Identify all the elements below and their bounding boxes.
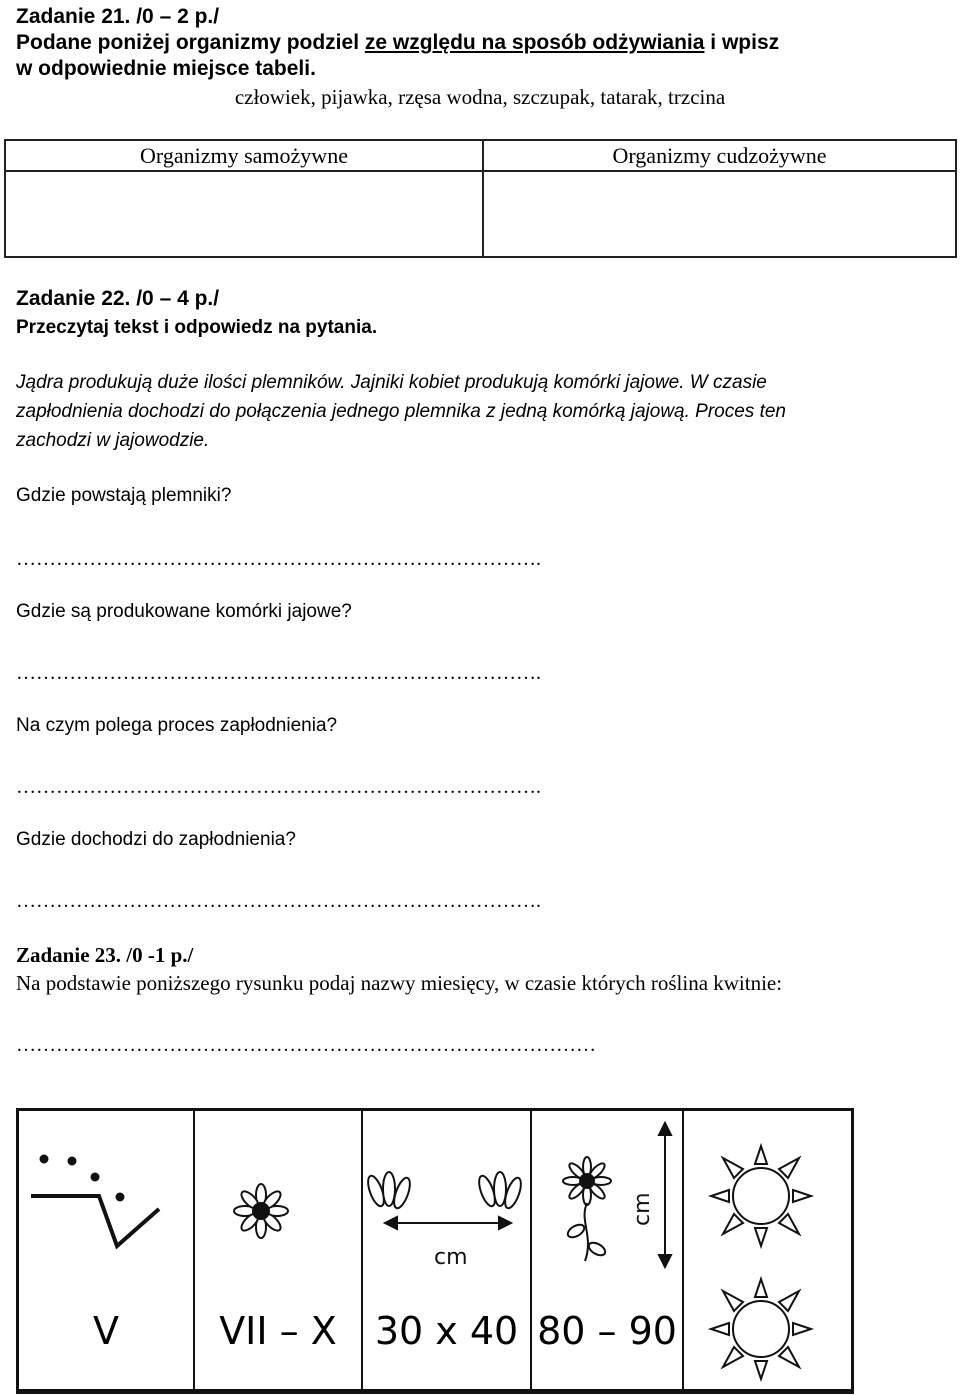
answer-line-2[interactable]: ……………………………………………………………………. — [16, 662, 541, 684]
task21-title: Zadanie 21. /0 – 2 p./ — [16, 5, 220, 28]
question-1: Gdzie powstają plemniki? — [16, 485, 232, 506]
label-flowering-months: VII – X — [219, 1309, 337, 1353]
task21-instruction — [16, 30, 779, 56]
passage-line-1: Jądra produkują duże ilości plemników. Jajniki kobiet produkują komórki jajowe. W czasie — [16, 372, 767, 393]
seeds-sowing-icon — [31, 1155, 159, 1246]
task21-instruction-underlined: ze względu na sposób odżywiania — [364, 31, 705, 54]
flower-height-icon — [563, 1123, 671, 1267]
task21-organism-list: człowiek, pijawka, rzęsa wodna, szczupak, tatarak, trzcina — [234, 85, 726, 109]
answer-line-1[interactable]: ……………………………………………………………………. — [16, 548, 541, 570]
task22-instruction: Przeczytaj tekst i odpowiedz na pytania. — [16, 317, 378, 338]
unit-height: cm — [630, 1192, 655, 1226]
plant-info-strip — [16, 1108, 854, 1394]
question-4: Gdzie dochodzi do zapłodnienia? — [16, 829, 296, 850]
label-spacing: 30 x 40 — [374, 1309, 519, 1353]
flower-icon — [234, 1184, 288, 1238]
task22-title: Zadanie 22. /0 – 4 p./ — [16, 287, 220, 310]
answer-line-4[interactable]: ……………………………………………………………………. — [16, 890, 541, 912]
task21-instruction-post: i wpisz — [704, 31, 780, 54]
task23-instruction: Na podstawie poniższego rysunku podaj nazwy miesięcy, w czasie których roślina kwitnie: — [16, 971, 783, 995]
task23-title: Zadanie 23. /0 -1 p./ — [16, 943, 194, 967]
organism-table — [4, 139, 957, 258]
answer-line-3[interactable]: ……………………………………………………………………. — [16, 776, 541, 798]
strip-illustrations — [19, 1111, 851, 1391]
task21-instruction-line2: w odpowiednie miejsce tabeli. — [16, 57, 316, 80]
label-height: 80 – 90 — [537, 1309, 677, 1353]
label-sowing-month: V — [93, 1309, 119, 1353]
passage-line-2: zapłodnienia dochodzi do połączenia jednego plemnika z jedną komórką jajową. Proces ten — [16, 401, 786, 422]
cell-autotrophs-answer[interactable] — [5, 171, 483, 257]
task23-answer-line[interactable]: …………………………………………………………………………… — [16, 1034, 596, 1056]
question-2: Gdzie są produkowane komórki jajowe? — [16, 601, 352, 622]
sun-icon — [711, 1146, 811, 1379]
petals-width-icon — [365, 1172, 524, 1270]
passage-line-3: zachodzi w jajowodzie. — [16, 430, 210, 451]
question-3: Na czym polega proces zapłodnienia? — [16, 715, 338, 736]
header-autotrophs: Organizmy samożywne — [5, 140, 483, 171]
unit-width: cm — [434, 1245, 468, 1270]
header-heterotrophs: Organizmy cudzożywne — [483, 140, 956, 171]
cell-heterotrophs-answer[interactable] — [483, 171, 956, 257]
task21-instruction-pre: Podane poniżej organizmy podziel — [16, 31, 365, 54]
